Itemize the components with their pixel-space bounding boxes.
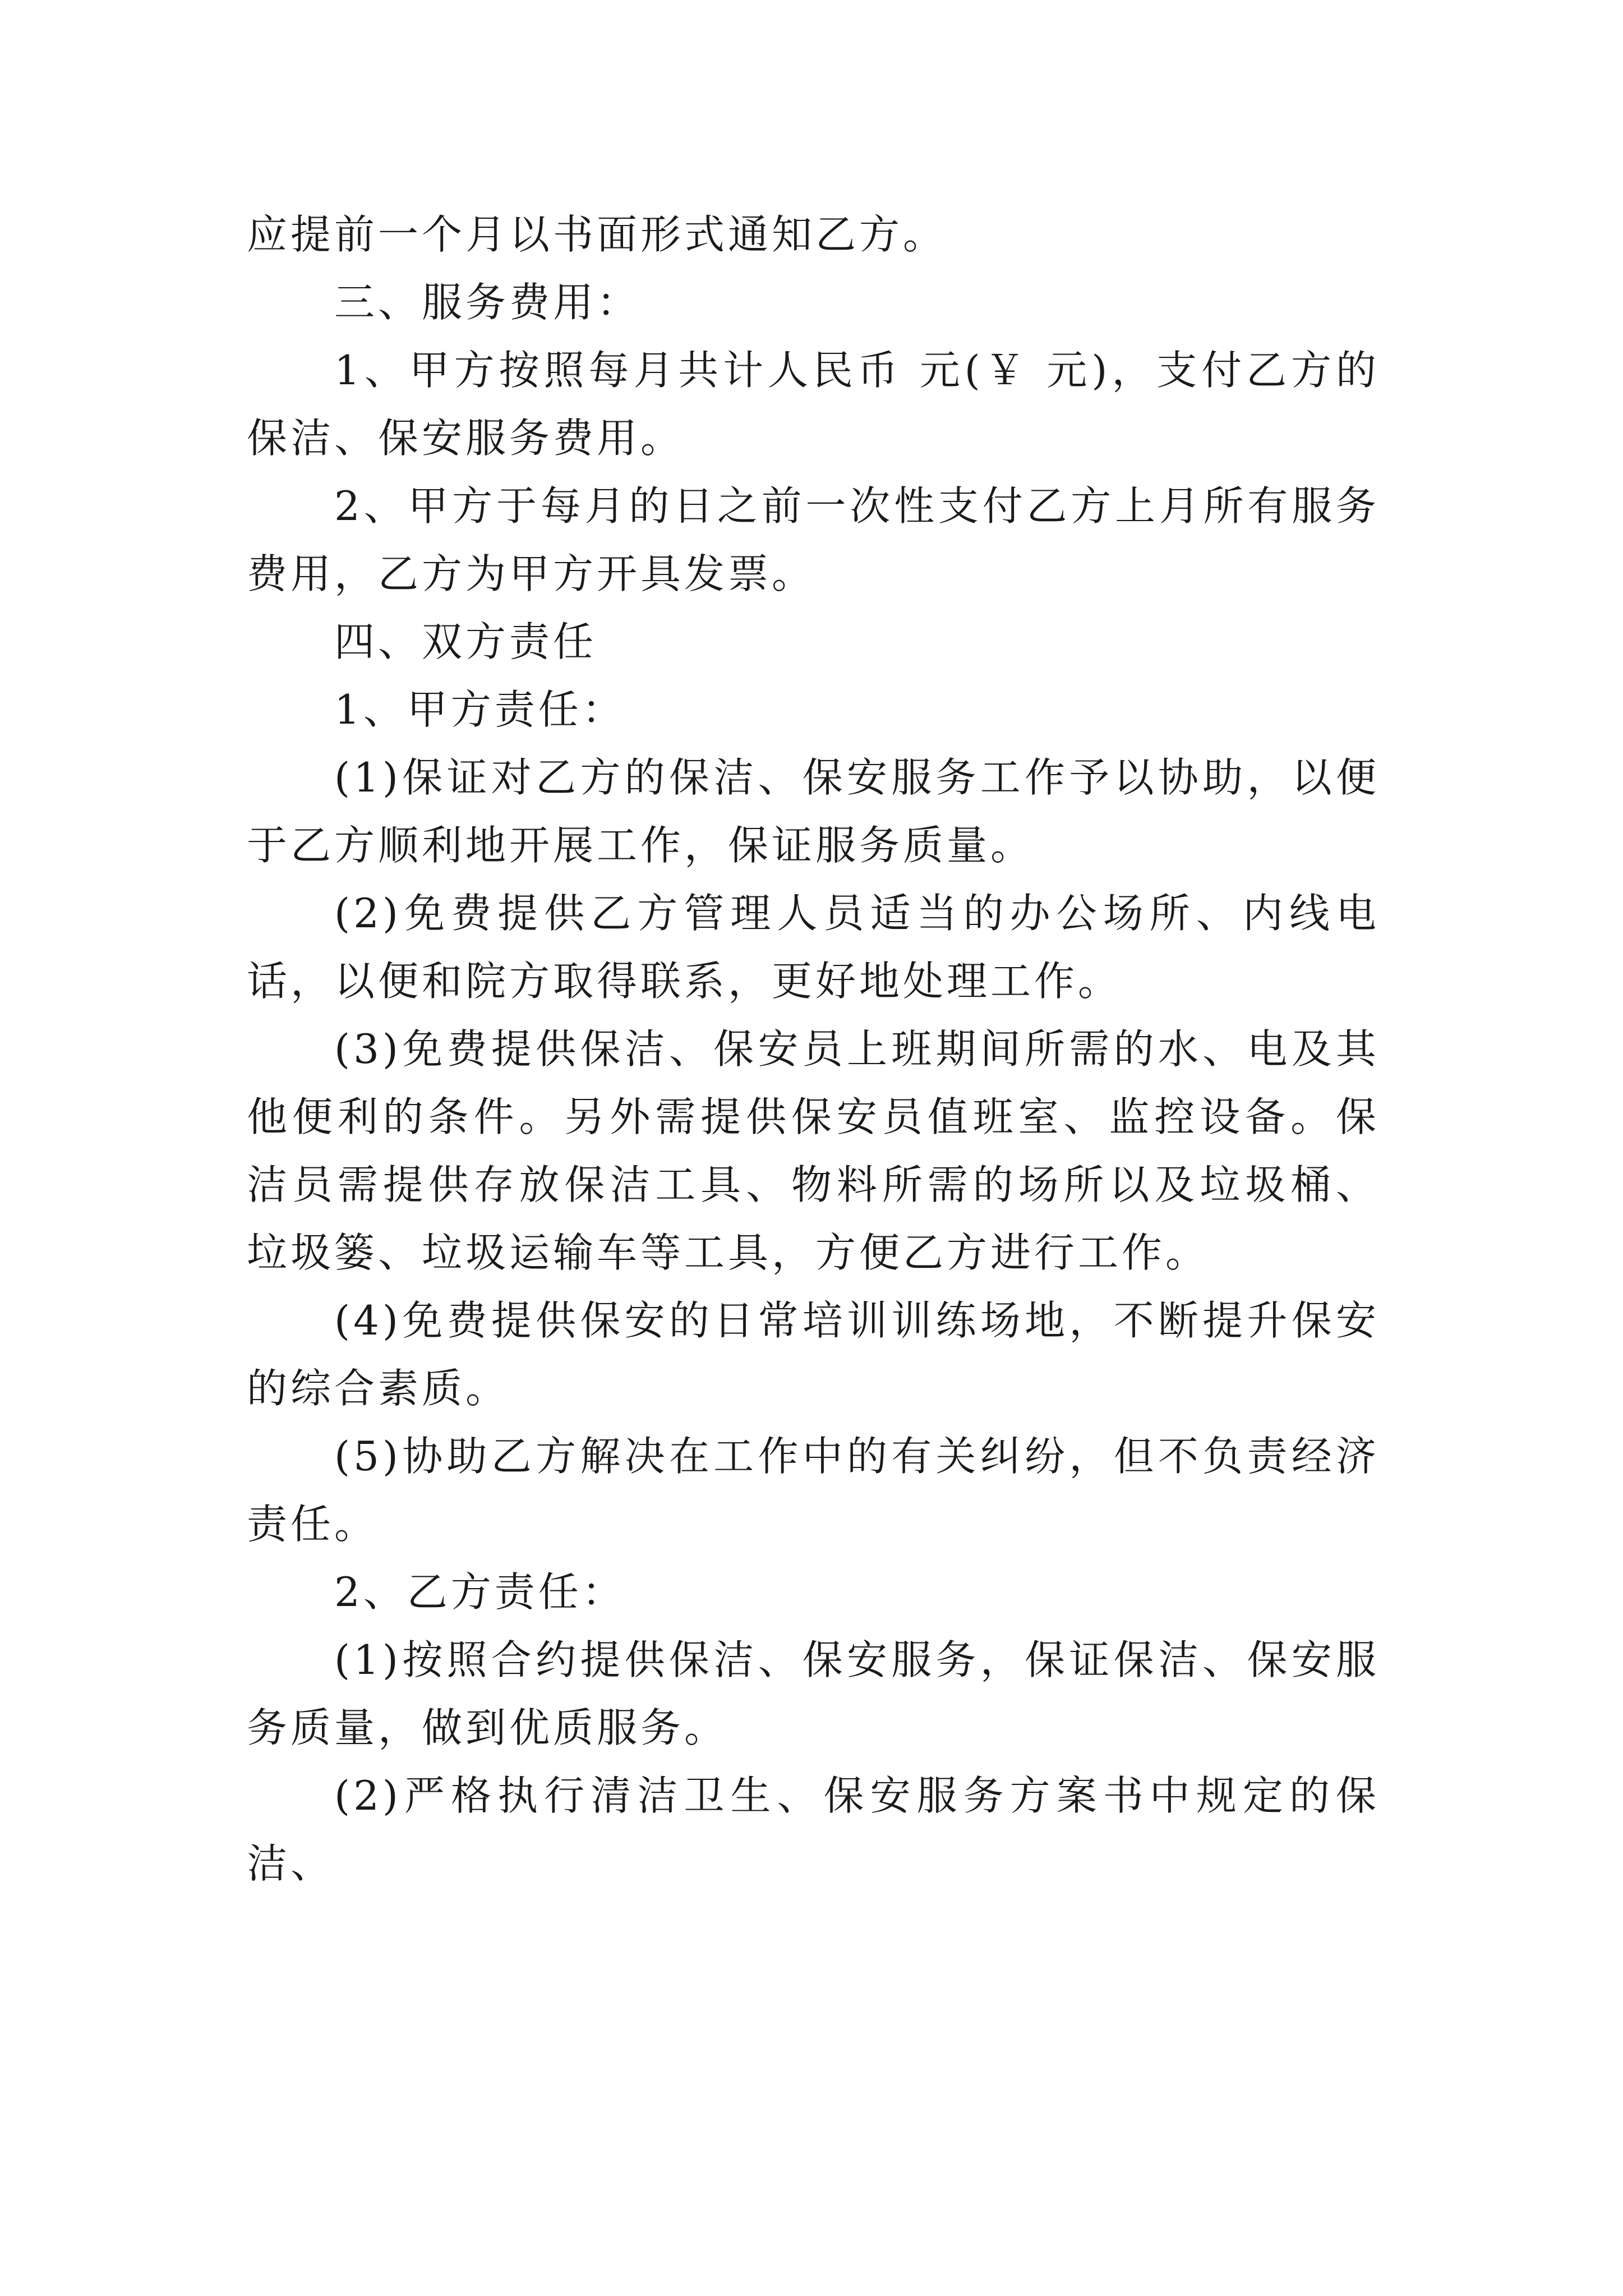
list-item-party-a-2: (2)免费提供乙方管理人员适当的办公场所、内线电话，以便和院方取得联系，更好地处理工作。: [247, 890, 1380, 1005]
subheading-party-b-responsibilities: 2、乙方责任：: [334, 1568, 626, 1616]
list-item-party-b-2: (2)严格执行清洁卫生、保安服务方案书中规定的保洁、: [247, 1772, 1380, 1887]
subheading-party-a-responsibilities: 1、甲方责任：: [334, 686, 626, 733]
paragraph-fee-amount: 1、甲方按照每月共计人民币 元(￥ 元)，支付乙方的保洁、保安服务费用。: [247, 347, 1380, 462]
list-item-party-b-1: (1)按照合约提供保洁、保安服务，保证保洁、保安服务质量，做到优质服务。: [247, 1636, 1380, 1751]
document-body: [247, 201, 1380, 1898]
paragraph-payment-schedule: 2、甲方于每月的日之前一次性支付乙方上月所有服务费用，乙方为甲方开具发票。: [247, 482, 1380, 597]
list-item-party-a-3: (3)免费提供保洁、保安员上班期间所需的水、电及其他便利的条件。另外需提供保安员值班室、监控设备。保洁员需提供存放保洁工具、物料所需的场所以及垃圾桶、垃圾篓、垃圾运输车等工具，方便乙方进行工作。: [247, 1025, 1380, 1276]
section-heading-responsibilities: 四、双方责任: [334, 618, 597, 665]
list-item-party-a-4: (4)免费提供保安的日常培训训练场地，不断提升保安的综合素质。: [247, 1297, 1380, 1412]
section-heading-service-fees: 三、服务费用：: [334, 279, 641, 326]
paragraph-notice-continuation: 应提前一个月以书面形式通知乙方。: [247, 211, 947, 258]
list-item-party-a-1: (1)保证对乙方的保洁、保安服务工作予以协助，以便于乙方顺利地开展工作，保证服务质量。: [247, 754, 1380, 869]
list-item-party-a-5: (5)协助乙方解决在工作中的有关纠纷，但不负责经济责任。: [247, 1433, 1380, 1548]
